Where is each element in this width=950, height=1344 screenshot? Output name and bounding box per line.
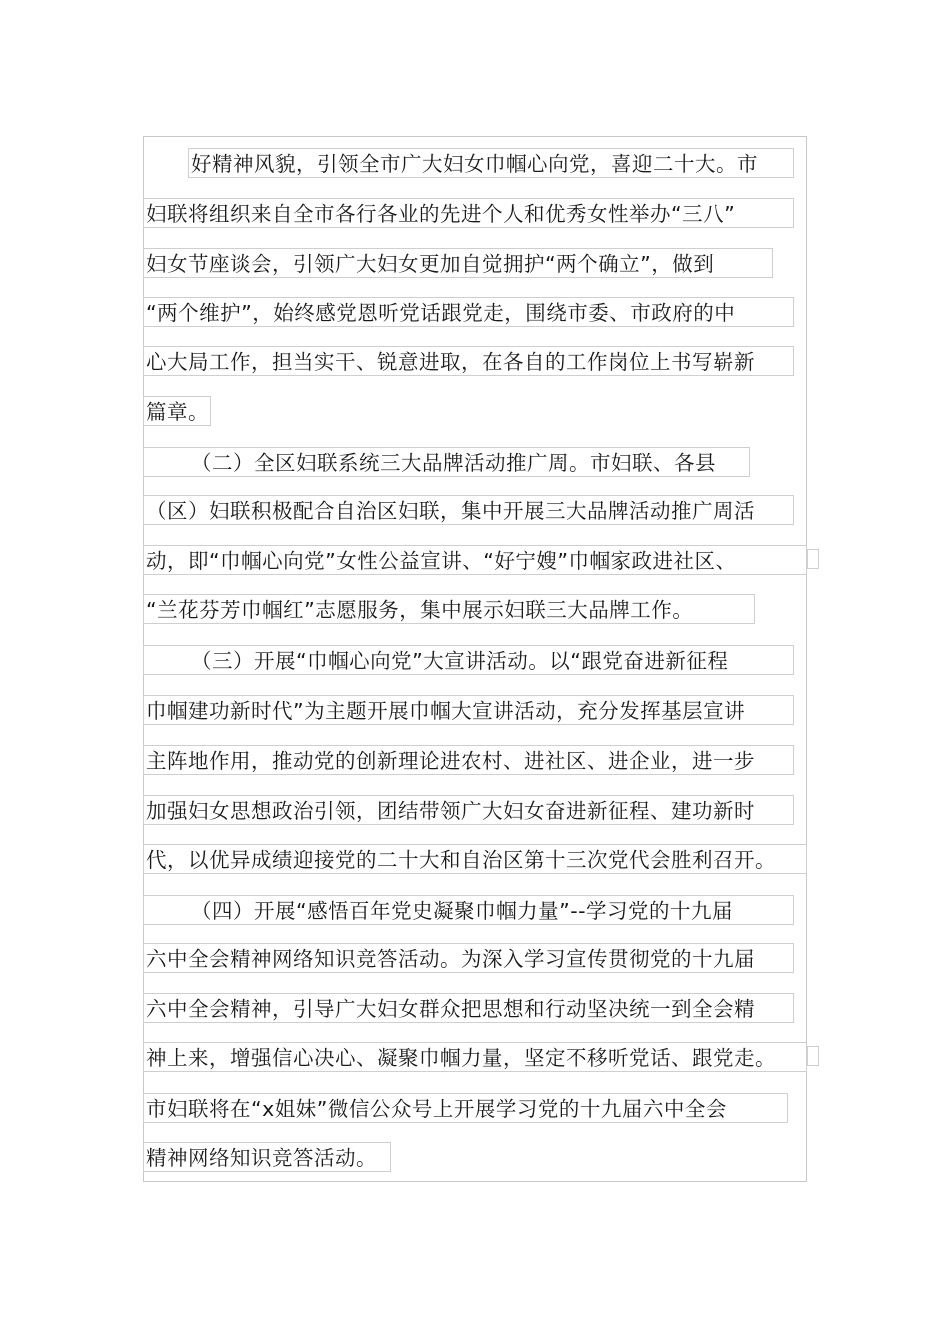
text-line: 心大局工作，担当实干、锐意进取，在各自的工作岗位上书写崭新 [143, 346, 794, 376]
text-line: 妇女节座谈会，引领广大妇女更加自觉拥护“两个确立”，做到 [143, 248, 773, 278]
text-line: 六中全会精神网络知识竞答活动。为深入学习宣传贯彻党的十九届 [143, 943, 794, 973]
text-line: 好精神风貌，引领全市广大妇女巾帼心向党，喜迎二十大。市 [188, 148, 794, 178]
text-line: 市妇联将在“x姐妹”微信公众号上开展学习党的十九届六中全会 [143, 1093, 788, 1123]
text-line: （三）开展“巾帼心向党”大宣讲活动。以“跟党奋进新征程 [143, 645, 794, 675]
overflow-marker [807, 1046, 819, 1066]
text-line: 代，以优异成绩迎接党的二十大和自治区第十三次党代会胜利召开。 [143, 844, 807, 874]
overflow-marker [807, 549, 819, 569]
text-line: （区）妇联积极配合自治区妇联，集中开展三大品牌活动推广周活 [143, 495, 794, 525]
text-line: 神上来，增强信心决心、凝聚巾帼力量，坚定不移听党话、跟党走。 [143, 1042, 807, 1072]
text-line: “兰花芬芳巾帼红”志愿服务，集中展示妇联三大品牌工作。 [143, 594, 755, 624]
text-line: （二）全区妇联系统三大品牌活动推广周。市妇联、各县 [143, 447, 750, 477]
text-line: 加强妇女思想政治引领，团结带领广大妇女奋进新征程、建功新时 [143, 795, 794, 825]
text-line: 动，即“巾帼心向党”女性公益宣讲、“好宁嫂”巾帼家政进社区、 [143, 545, 807, 575]
text-line: 巾帼建功新时代”为主题开展巾帼大宣讲活动，充分发挥基层宣讲 [143, 695, 794, 725]
text-line: 篇章。 [143, 396, 211, 426]
text-line: 精神网络知识竞答活动。 [143, 1142, 391, 1172]
text-line: 主阵地作用，推动党的创新理论进农村、进社区、进企业，进一步 [143, 745, 794, 775]
text-line: 六中全会精神，引导广大妇女群众把思想和行动坚决统一到全会精 [143, 993, 794, 1023]
text-line: 妇联将组织来自全市各行各业的先进个人和优秀女性举办“三八” [143, 198, 794, 228]
text-line: “两个维护”，始终感党恩听党话跟党走，围绕市委、市政府的中 [143, 297, 794, 327]
text-line: （四）开展“感悟百年党史凝聚巾帼力量”--学习党的十九届 [143, 895, 794, 925]
